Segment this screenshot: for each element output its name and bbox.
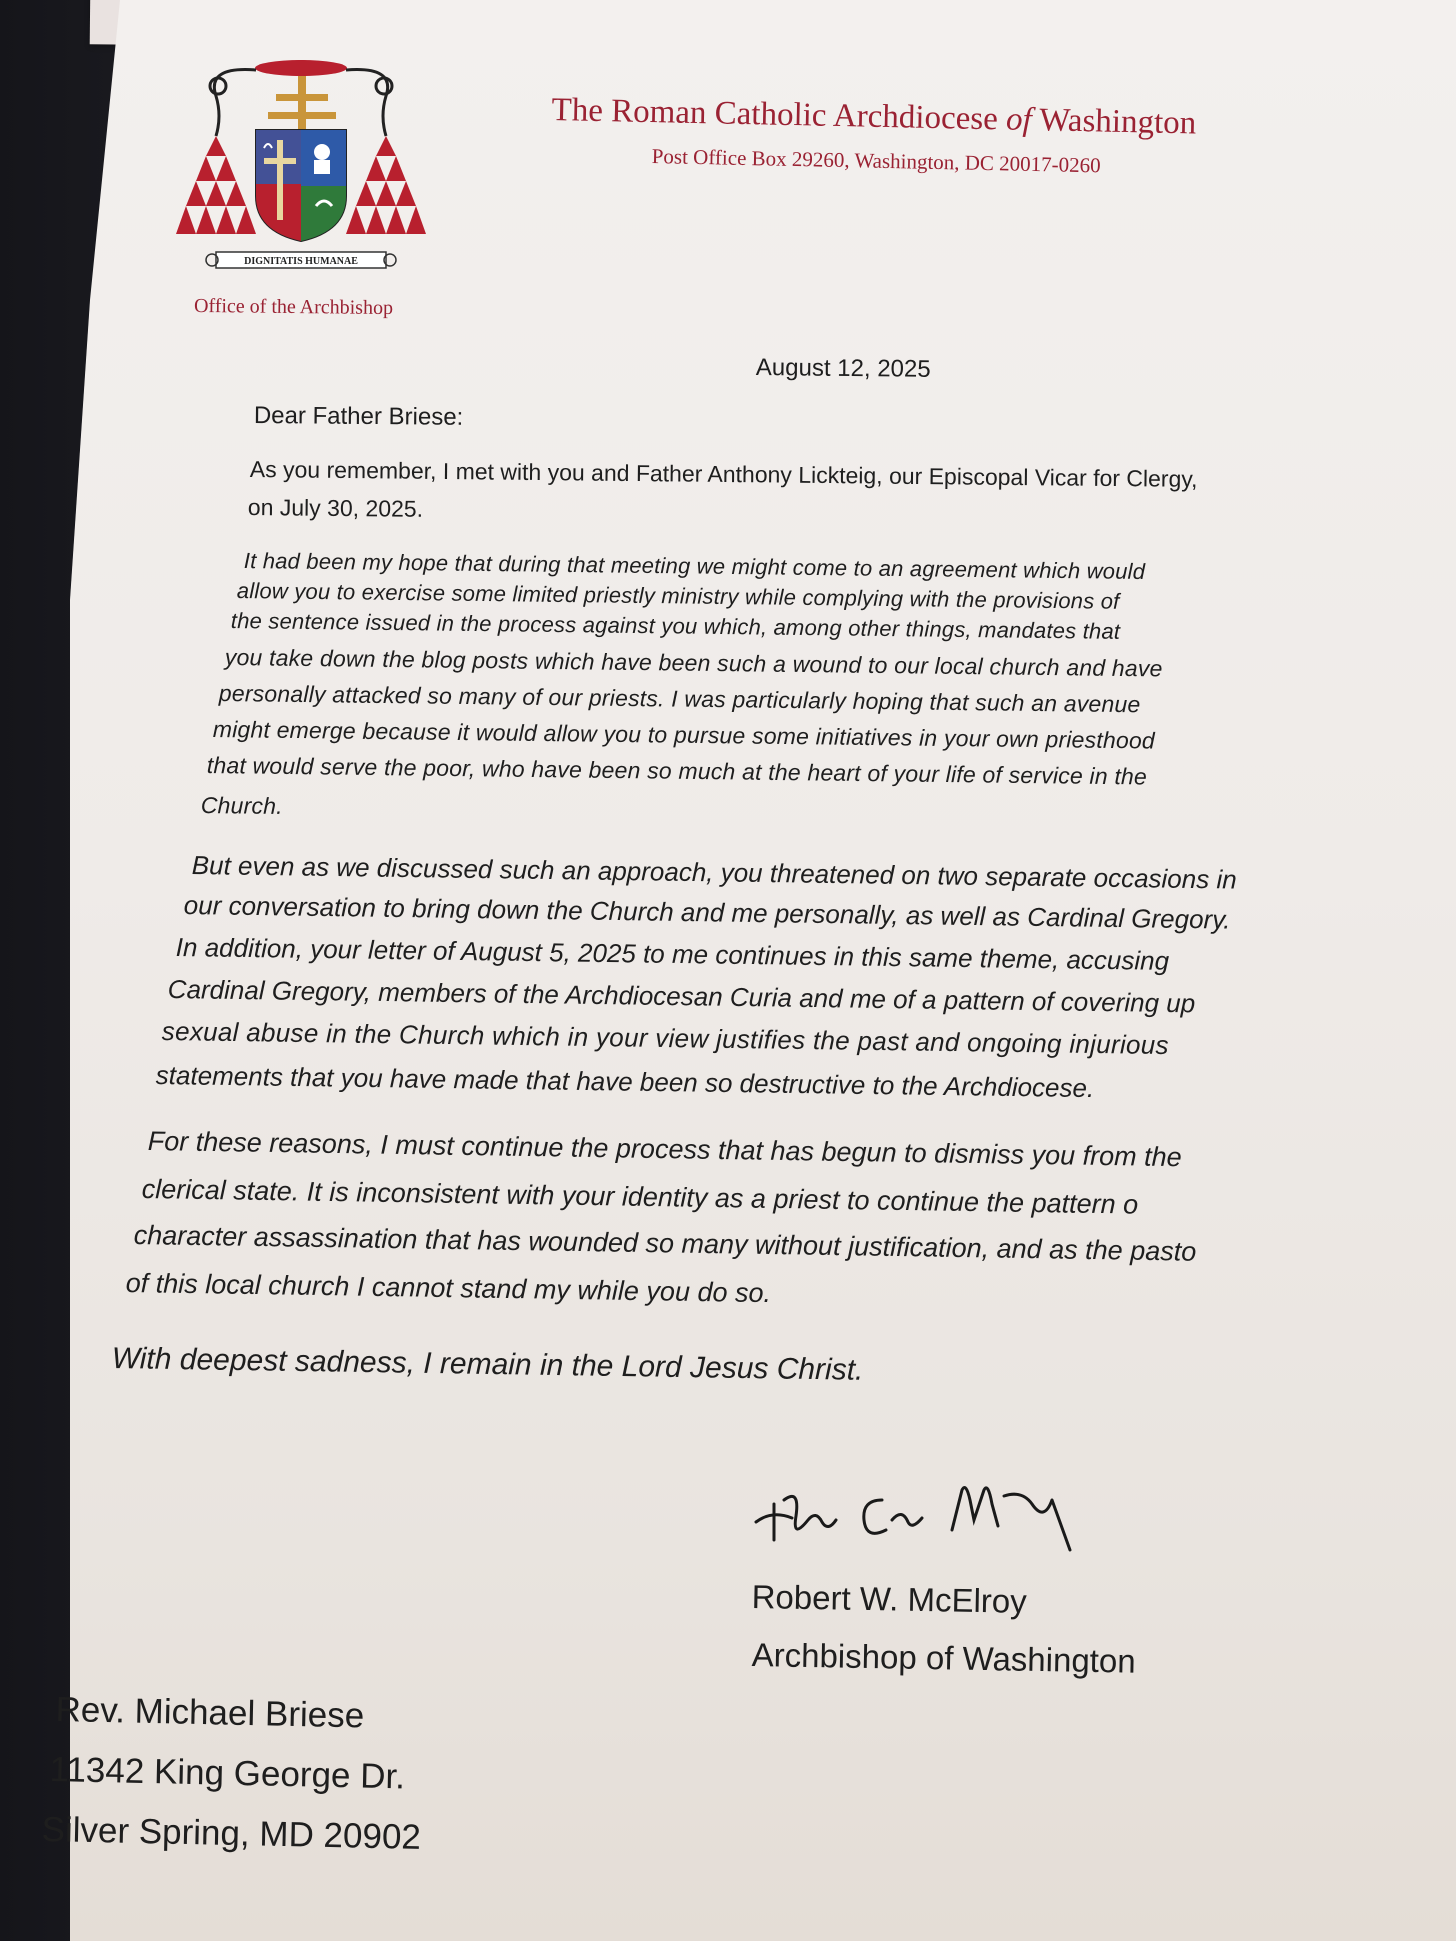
p2-line: personally attacked so many of our priests. I was particularly hoping that such an avenue [218,680,1141,718]
letter-date: August 12, 2025 [755,354,931,383]
recipient-name: Rev. Michael Briese [55,1690,365,1736]
letterhead-title-main: The Roman Catholic Archdiocese [551,92,999,138]
coat-of-arms-icon [176,56,426,276]
p3-line: our conversation to bring down the Church and me personally, as well as Cardinal Gregory. [183,890,1231,935]
letterhead-title-end: Washington [1039,102,1197,142]
signer-title: Archbishop of Washington [751,1636,1136,1680]
p3-line: In addition, your letter of August 5, 2025 to me continues in this same theme, accusing [175,932,1170,976]
p4-line: clerical state. It is inconsistent with your identity as a priest to continue the pattern o [141,1174,1139,1220]
p4-line: For these reasons, I must continue the process that has begun to dismiss you from the [147,1126,1182,1173]
p3-line: sexual abuse in the Church which in your view justifies the past and ongoing injurious [161,1016,1170,1061]
p3-line: statements that you have made that have been so destructive to the Archdiocese. [155,1060,1095,1104]
closing-line: With deepest sadness, I remain in the Lord Jesus Christ. [111,1342,864,1387]
p4-line: character assassination that has wounded so many without justification, and as the pasto [133,1220,1197,1267]
office-label: Office of the Archbishop [193,294,394,320]
p1-line: on July 30, 2025. [247,494,424,522]
p4-line: of this local church I cannot stand my while you do so. [125,1268,772,1309]
p2-line: that would serve the poor, who have been so much at the heart of your life of service in the [206,752,1148,790]
p2-line: might emerge because it would allow you to pursue some initiatives in your own priesthood [212,716,1156,754]
signature-icon [752,1460,1092,1560]
salutation: Dear Father Briese: [253,402,464,431]
recipient-city: Silver Spring, MD 20902 [41,1810,422,1857]
crest-motto: DIGNITATIS HUMANAE [244,256,358,267]
p2-line: you take down the blog posts which have been such a wound to our local church and have [224,644,1163,682]
p2-line: Church. [200,792,283,819]
p2-line: It had been my hope that during that meeting we might come to an agreement which would [243,548,1146,585]
letterhead-title-of: of [1005,101,1033,139]
letterhead-address: Post Office Box 29260, Washington, DC 20017-0260 [651,144,1101,178]
p2-line: the sentence issued in the process against you which, among other things, mandates that [230,608,1121,644]
p3-line: Cardinal Gregory, members of the Archdiocesan Curia and me of a pattern of covering up [167,974,1196,1019]
signer-name: Robert W. McElroy [751,1578,1028,1620]
p2-line: allow you to exercise some limited priestly ministry while complying with the provisions of [236,578,1120,614]
letterhead-title [551,92,1196,142]
p3-line: But even as we discussed such an approach, you threatened on two separate occasions in [191,850,1237,895]
recipient-street: 11342 King George Dr. [49,1750,406,1797]
p1-line: As you remember, I met with you and Father Anthony Lickteig, our Episcopal Vicar for Clergy, [249,456,1198,492]
